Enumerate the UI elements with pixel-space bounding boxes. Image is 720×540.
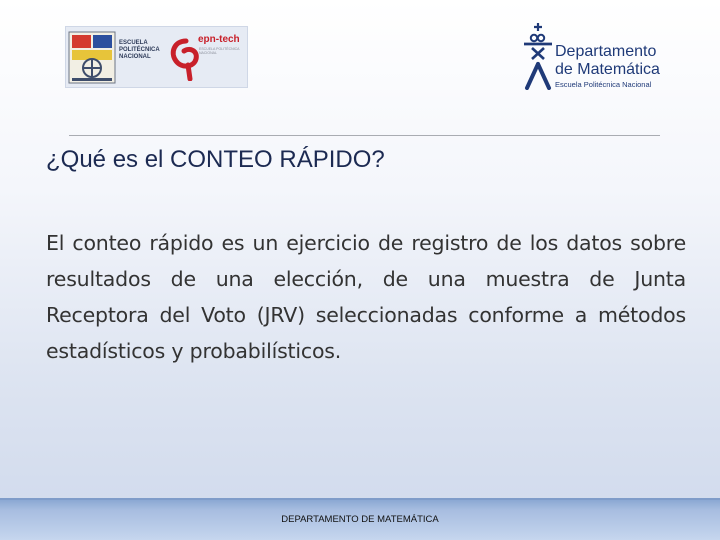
dept-title xyxy=(555,43,660,79)
slide-body-text: El conteo rápido es un ejercicio de registro de los datos sobre resultados de una elección, de una muestra de Junta Receptora del Voto (JRV) seleccionadas conforme a métodos estadísticos y probabilísticos. xyxy=(46,231,686,363)
dept-title-line1: Departamento xyxy=(555,43,657,60)
epn-logo xyxy=(65,26,248,88)
dept-math-logo xyxy=(521,22,671,92)
epn-tech-name: epn-tech xyxy=(198,34,240,45)
footer-text: DEPARTAMENTO DE MATEMÁTICA xyxy=(281,514,439,525)
epn-tech-tagline: ESCUELA POLITÉCNICA NACIONAL xyxy=(199,47,240,55)
epn-crest-icon xyxy=(68,30,116,85)
dept-title-line2: de Matemática xyxy=(555,61,660,78)
title-divider xyxy=(69,135,660,136)
epn-school-name: ESCUELA POLITÉCNICA NACIONAL xyxy=(119,40,160,60)
dept-subtitle: Escuela Politécnica Nacional xyxy=(555,80,652,89)
math-figure-icon xyxy=(521,22,555,90)
slide-title: ¿Qué es el CONTEO RÁPIDO? xyxy=(46,146,385,173)
